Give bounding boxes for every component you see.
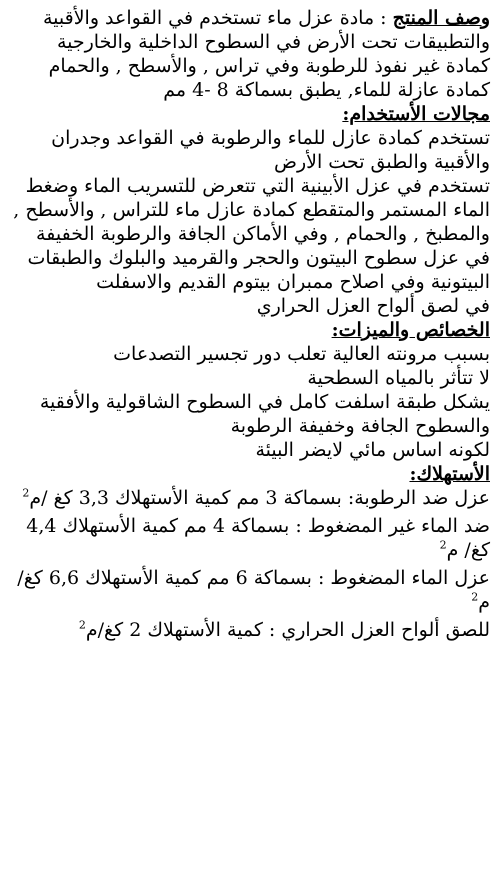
consumption-item [8, 486, 490, 510]
uses-paragraph: تستخدم كمادة عازل للماء والرطوبة في القواعد وجدران والأقبية والطبق تحت الأرض [51, 127, 490, 173]
product-description-text: : مادة عزل ماء تستخدم في القواعد والأقبية والتطبيقات تحت الأرض في السطوح الداخلية والخارجية كمادة غير نفوذ للرطوبة وفي تراس , والأسطح , والحمام كمادة عازلة للماء, يطبق بسماكة 8 -4 مم [42, 7, 490, 101]
features-paragraph: بسبب مرونته العالية تعلب دور تجسير التصدعات [113, 343, 490, 365]
consumption-item [8, 514, 490, 562]
features-paragraph: لا تتأثر بالمياه السطحية [307, 367, 490, 389]
uses-paragraph: تستخدم في عزل الأبينية التي تتعرض للتسريب الماء وضغط الماء المستمر والمتقطع كمادة عازل ماء للتراس , والأسطح , والمطبخ , والحمام , وفي الأماكن الجافة والرطوبة الخفيفة [13, 175, 490, 245]
features-paragraph: لكونه اساس مائي لايضر البيئة [255, 439, 490, 461]
consumption-item-superscript: 2 [22, 486, 30, 500]
consumption-heading: الأستهلاك: [409, 463, 490, 485]
consumption-item-text: للصق ألواح العزل الحراري : كمية الأستهلاك 2 كغ/م [85, 619, 490, 641]
uses-paragraph: في لصق ألواح العزل الحراري [256, 295, 490, 317]
features-paragraph: يشكل طبقة اسلفت كامل في السطوح الشاقولية والأفقية والسطوح الجافة وخفيفة الرطوبة [39, 391, 490, 437]
consumption-item-text: عزل ضد الرطوبة: بسماكة 3 مم كمية الأستهلاك 3,3 كغ /م [29, 487, 490, 509]
uses-heading: مجالات الأستخدام: [342, 103, 490, 125]
consumption-item [8, 566, 490, 614]
uses-paragraph: في عزل سطوح البيتون والحجر والقرميد والبلوك والطبقات البيتونية وفي اصلاح ممبران بيتوم القديم والاسفلت [27, 247, 490, 293]
consumption-item-superscript: 2 [78, 618, 86, 632]
consumption-item [8, 618, 490, 642]
product-description-heading: وصف المنتج [392, 7, 490, 29]
consumption-item-text: عزل الماء المضغوط : بسماكة 6 مم كمية الأستهلاك 6,6 كغ/م [17, 567, 490, 613]
features-heading: الخصائص والميزات: [331, 319, 490, 341]
consumption-item-superscript: 2 [439, 538, 447, 552]
consumption-item-text: ضد الماء غير المضغوط : بسماكة 4 مم كمية الأستهلاك 4,4 كغ/ م [26, 515, 490, 561]
product-description [8, 6, 490, 102]
consumption-item-superscript: 2 [471, 590, 479, 604]
